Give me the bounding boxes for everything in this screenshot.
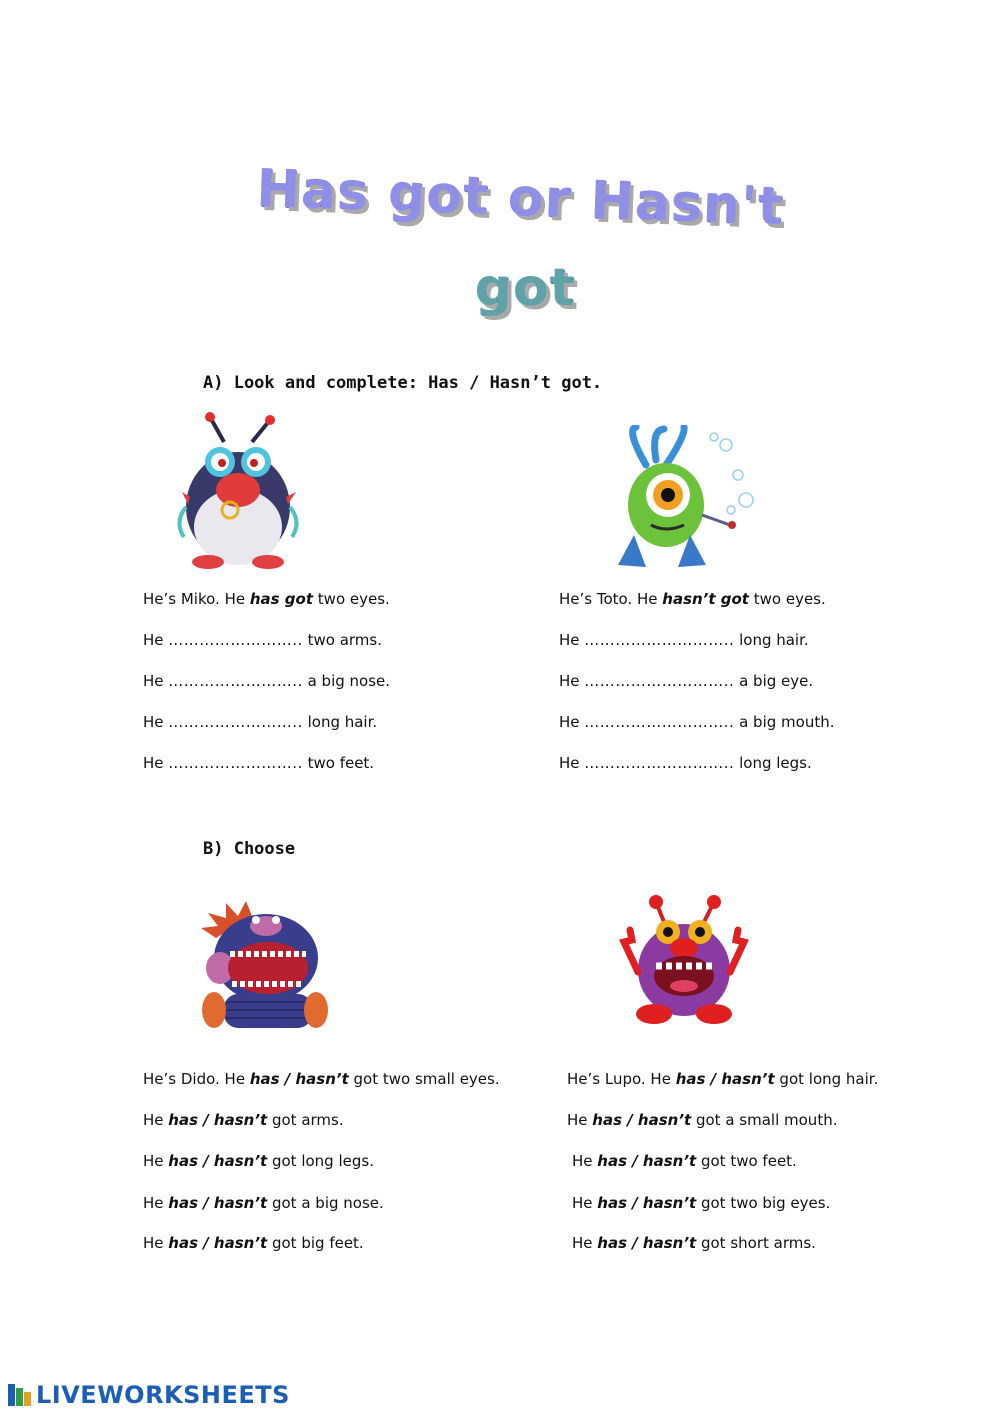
miko-monster-image	[172, 412, 304, 572]
choice-option[interactable]: has / hasn’t	[168, 1194, 268, 1212]
blank-field[interactable]: ……………………..	[168, 672, 303, 690]
choice-option[interactable]: has / hasn’t	[249, 1070, 349, 1088]
worksheet-title-line-2: got	[474, 258, 576, 318]
choice-option[interactable]: has / hasn’t	[675, 1070, 775, 1088]
liveworksheets-brand: LIVEWORKSHEETS	[36, 1381, 290, 1409]
blank-field[interactable]: ………………………..	[584, 631, 735, 649]
choice-option[interactable]: has / hasn’t	[168, 1234, 268, 1252]
dido-monster-image	[196, 898, 330, 1032]
blank-field[interactable]: ………………………..	[584, 713, 735, 731]
dido-item-4: He has / hasn’t got big feet.	[143, 1234, 364, 1252]
blank-field[interactable]: ……………………..	[168, 754, 303, 772]
dido-item-1: He has / hasn’t got arms.	[143, 1111, 344, 1129]
miko-item-2: He …………………….. a big nose.	[143, 672, 391, 690]
choice-option[interactable]: has / hasn’t	[597, 1194, 697, 1212]
toto-item-3: He ……………………….. a big mouth.	[559, 713, 835, 731]
miko-intro: He’s Miko. He has got two eyes.	[143, 590, 390, 608]
liveworksheets-footer	[8, 1380, 290, 1410]
section-b-heading: B) Choose	[203, 839, 296, 859]
choice-option[interactable]: has / hasn’t	[168, 1111, 268, 1129]
worksheet-title-line-1: Has got or Hasn't	[255, 158, 785, 238]
blank-field[interactable]: ……………………..	[168, 631, 303, 649]
choice-option[interactable]: has / hasn’t	[597, 1152, 697, 1170]
choice-option[interactable]: has / hasn’t	[592, 1111, 692, 1129]
blank-field[interactable]: ……………………..	[168, 713, 303, 731]
toto-monster-image	[606, 425, 758, 577]
blank-field[interactable]: ………………………..	[584, 754, 735, 772]
toto-item-4: He ……………………….. long legs.	[559, 754, 812, 772]
lupo-item-2: He has / hasn’t got two feet.	[572, 1152, 797, 1170]
lupo-item-3: He has / hasn’t got two big eyes.	[572, 1194, 831, 1212]
miko-item-3: He …………………….. long hair.	[143, 713, 378, 731]
dido-item-2: He has / hasn’t got long legs.	[143, 1152, 374, 1170]
choice-option[interactable]: has / hasn’t	[168, 1152, 268, 1170]
liveworksheets-logo-icon	[8, 1384, 32, 1406]
choice-option[interactable]: has / hasn’t	[597, 1234, 697, 1252]
blank-field[interactable]: ………………………..	[584, 672, 735, 690]
toto-item-2: He ……………………….. a big eye.	[559, 672, 814, 690]
section-a-heading: A) Look and complete: Has / Hasn’t got.	[203, 373, 603, 393]
dido-item-3: He has / hasn’t got a big nose.	[143, 1194, 384, 1212]
toto-intro: He’s Toto. He hasn’t got two eyes.	[559, 590, 826, 608]
dido-intro: He’s Dido. He has / hasn’t got two small eyes.	[143, 1070, 500, 1088]
lupo-item-1: He has / hasn’t got a small mouth.	[567, 1111, 838, 1129]
lupo-intro: He’s Lupo. He has / hasn’t got long hair.	[567, 1070, 879, 1088]
lupo-item-4: He has / hasn’t got short arms.	[572, 1234, 816, 1252]
lupo-monster-image	[618, 892, 752, 1026]
toto-item-1: He ……………………….. long hair.	[559, 631, 809, 649]
miko-item-4: He …………………….. two feet.	[143, 754, 375, 772]
miko-item-1: He …………………….. two arms.	[143, 631, 382, 649]
